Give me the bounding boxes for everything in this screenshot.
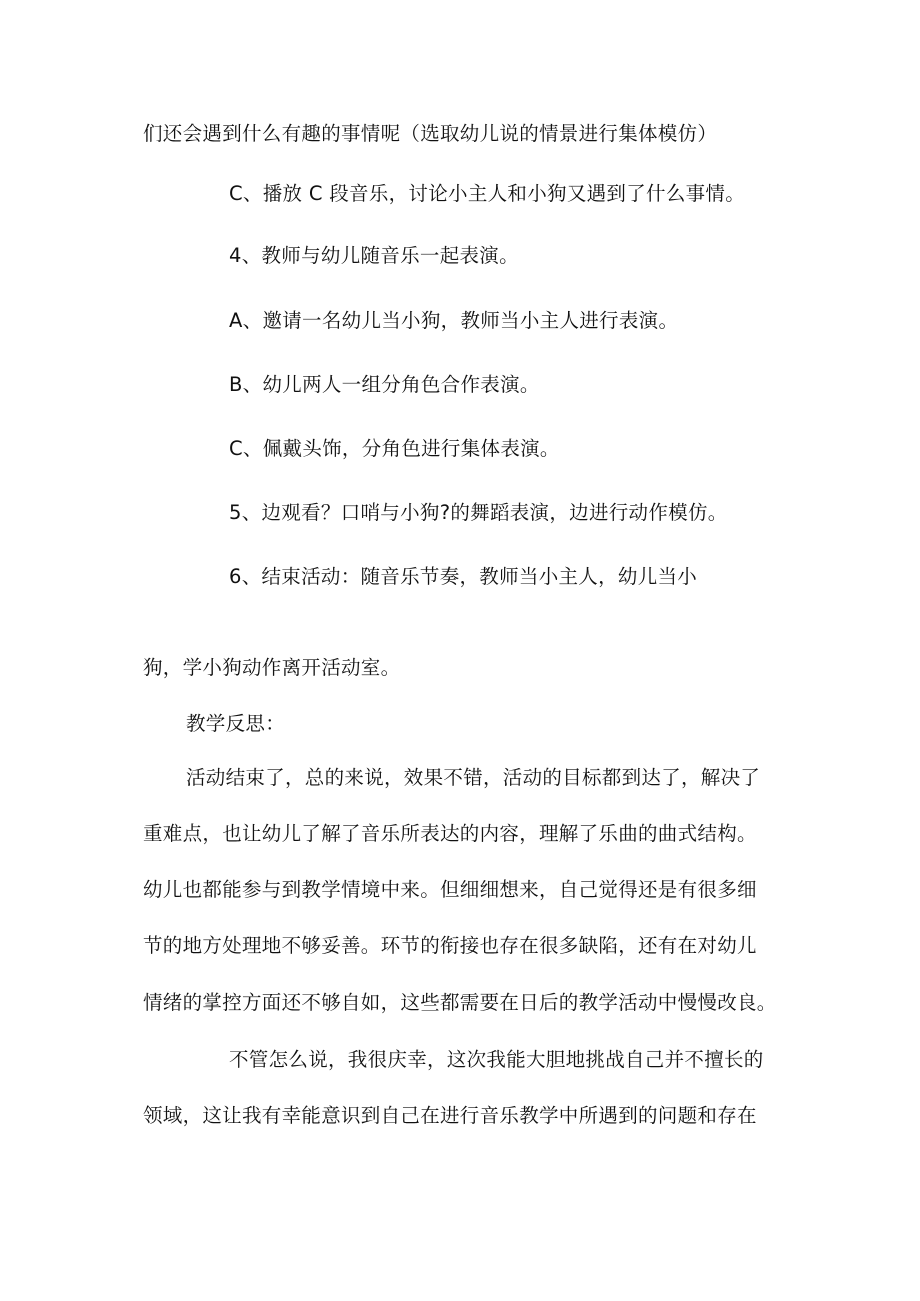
text-line: 重难点，也让幼儿了解了音乐所表达的内容，理解了乐曲的曲式结构。 — [143, 822, 757, 845]
text-line: 不管怎么说，我很庆幸，这次我能大胆地挑战自己并不擅长的 — [229, 1048, 764, 1071]
text-line: B、幼儿两人一组分角色合作表演。 — [229, 373, 540, 396]
text-line: C、佩戴头饰，分角色进行集体表演。 — [229, 437, 560, 460]
text-line: 5、边观看？口哨与小狗?的舞蹈表演，边进行动作模仿。 — [229, 501, 728, 524]
text-line: 6、结束活动：随音乐节奏，教师当小主人，幼儿当小 — [229, 565, 698, 588]
text-line: 领域，这让我有幸能意识到自己在进行音乐教学中所遇到的问题和存在 — [143, 1104, 757, 1127]
text-line: 活动结束了，总的来说，效果不错，活动的目标都到达了，解决了 — [186, 766, 761, 789]
text-line: 狗，学小狗动作离开活动室。 — [143, 656, 401, 679]
text-line: 节的地方处理地不够妥善。环节的衔接也存在很多缺陷，还有在对幼儿 — [143, 934, 757, 957]
text-line: 们还会遇到什么有趣的事情呢（选取幼儿说的情景进行集体模仿） — [143, 122, 718, 145]
text-line: 情绪的掌控方面还不够自如，这些都需要在日后的教学活动中慢慢改良。 — [143, 991, 777, 1014]
section-heading: 教学反思： — [186, 712, 286, 735]
text-line: C、播放 C 段音乐，讨论小主人和小狗又遇到了什么事情。 — [229, 182, 746, 205]
text-line: A、邀请一名幼儿当小狗，教师当小主人进行表演。 — [229, 309, 679, 332]
text-line: 幼儿也都能参与到教学情境中来。但细细想来，自己觉得还是有很多细 — [143, 878, 757, 901]
text-line: 4、教师与幼儿随音乐一起表演。 — [229, 244, 519, 267]
